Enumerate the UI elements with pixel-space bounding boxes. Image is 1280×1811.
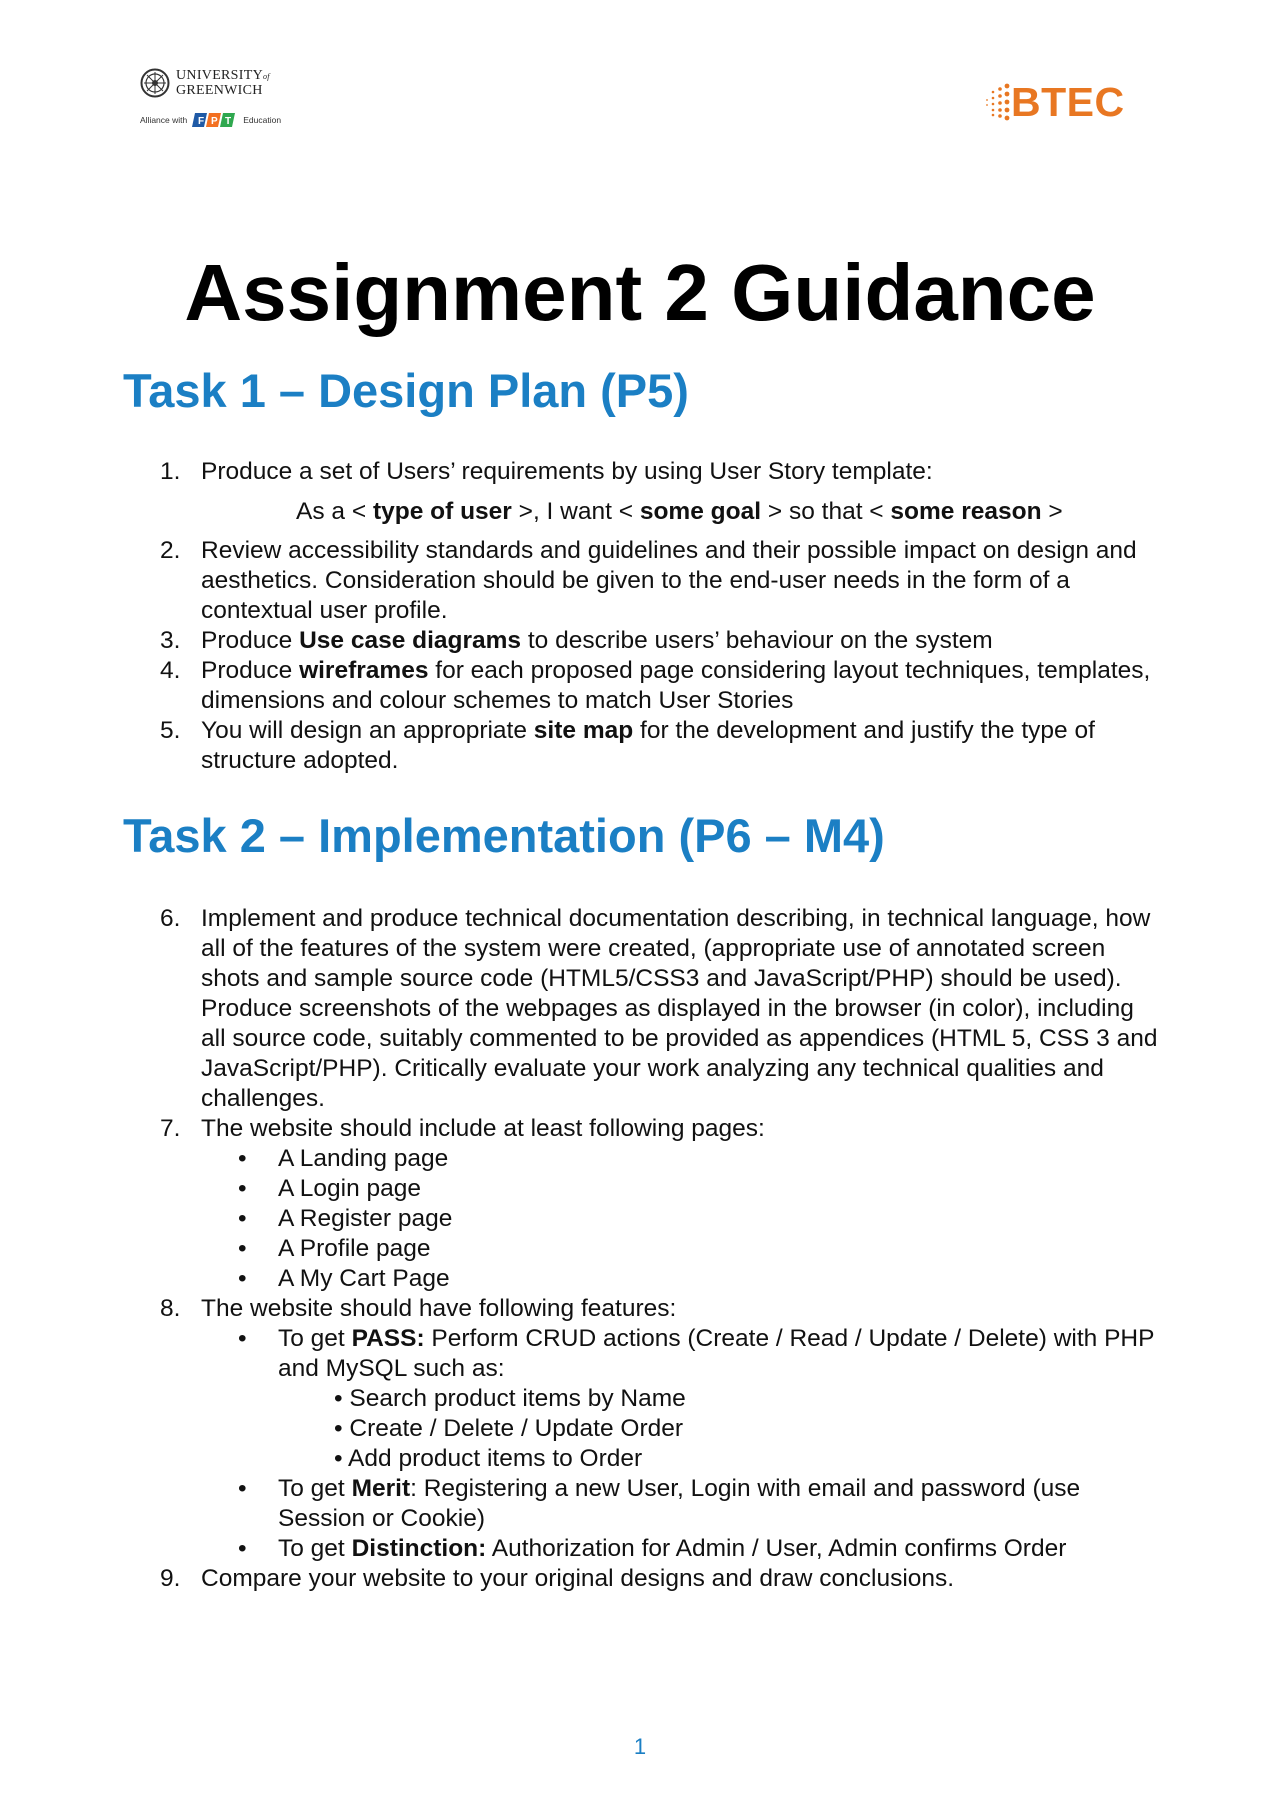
bullet-icon: • <box>238 1205 247 1232</box>
btec-logo <box>985 80 1125 124</box>
story-text: >, I want < <box>511 498 640 525</box>
alliance-with-text: Alliance with <box>140 115 188 125</box>
grade-label: PASS: <box>351 1325 425 1352</box>
feature-bullet-pass <box>0 1324 1158 1384</box>
bullet-icon: • <box>238 1235 247 1262</box>
item-text: for the development and justify the type of structure adopted. <box>201 717 1095 774</box>
list-item <box>0 626 1161 656</box>
story-text: > so that < <box>761 498 891 525</box>
task1-list <box>0 457 1280 776</box>
svg-text:P: P <box>211 116 218 127</box>
item-number: 8. <box>160 1295 181 1322</box>
item-text: for each proposed page considering layout techniques, templates, dimensions and colour schemes to match User Stories <box>201 657 1151 714</box>
story-bold: some goal <box>639 498 762 525</box>
university-of-word: of <box>263 71 270 81</box>
bullet-text: To get <box>278 1475 352 1502</box>
item-text: The website should have following features: <box>201 1295 677 1322</box>
feature-bullet-merit <box>0 1474 1158 1534</box>
user-story-template <box>0 497 1280 527</box>
bullet-text: A Register page <box>278 1205 453 1232</box>
item-number: 6. <box>160 905 181 932</box>
item-bold: site map <box>533 717 634 744</box>
svg-text:T: T <box>225 116 232 127</box>
task2-list <box>0 904 1280 1594</box>
bullet-icon: • <box>238 1475 247 1502</box>
btec-logo-text: BTEC <box>1011 79 1125 125</box>
item-number: 2. <box>160 537 181 564</box>
item-number: 5. <box>160 717 181 744</box>
sub-item-text: Add product items to Order <box>348 1445 643 1472</box>
bullet-text: A My Cart Page <box>278 1265 450 1292</box>
page-bullet <box>0 1144 1158 1174</box>
item-text: The website should include at least following pages: <box>201 1115 765 1142</box>
bullet-icon: • <box>334 1445 343 1472</box>
university-word: UNIVERSITY <box>176 67 263 83</box>
story-bold: type of user <box>372 498 512 525</box>
item-text: Review accessibility standards and guidelines and their possible impact on design and aesthetics. Consideration should be given to the end-user needs in the form of a contextual user profile. <box>201 537 1137 624</box>
item-text: Compare your website to your original designs and draw conclusions. <box>201 1565 955 1592</box>
greenwich-crest-icon <box>140 68 170 98</box>
page-bullet <box>0 1174 1158 1204</box>
list-item <box>0 457 1161 487</box>
item-number: 9. <box>160 1565 181 1592</box>
sub-item-text: Create / Delete / Update Order <box>349 1415 684 1442</box>
page-bullet <box>0 1204 1158 1234</box>
grade-label: Distinction: <box>351 1535 487 1562</box>
story-text: > <box>1041 498 1063 525</box>
bullet-text: : Registering a new User, Login with email and password (use Session or Cookie) <box>278 1475 1081 1532</box>
bullet-text: Perform CRUD actions (Create / Read / Update / Delete) with PHP and MySQL such as: <box>278 1325 1155 1382</box>
bullet-icon: • <box>334 1415 343 1442</box>
sub-item <box>0 1414 1280 1444</box>
page-number: 1 <box>633 1734 647 1759</box>
item-bold: wireframes <box>299 657 429 684</box>
item-number: 7. <box>160 1115 181 1142</box>
list-item <box>0 1114 1161 1144</box>
svg-text:F: F <box>198 116 205 127</box>
sub-item <box>0 1444 1280 1474</box>
list-item <box>0 656 1161 716</box>
task2-heading: Task 2 – Implementation (P6 – M4) <box>123 809 885 862</box>
education-text: Education <box>243 115 282 125</box>
list-item <box>0 716 1161 776</box>
bullet-text: A Landing page <box>278 1145 449 1172</box>
list-item <box>0 1294 1161 1324</box>
item-number: 4. <box>160 657 181 684</box>
bullet-icon: • <box>238 1145 247 1172</box>
page-title: Assignment 2 Guidance <box>184 248 1096 337</box>
bullet-text: A Profile page <box>278 1235 431 1262</box>
item-bold: Use case diagrams <box>299 627 522 654</box>
item-text: Produce <box>201 657 300 684</box>
bullet-text: Authorization for Admin / User, Admin confirms Order <box>486 1535 1067 1562</box>
bullet-text: To get <box>278 1325 352 1352</box>
feature-bullet-distinction <box>0 1534 1158 1564</box>
bullet-icon: • <box>238 1175 247 1202</box>
item-text: Produce <box>201 627 300 654</box>
item-text: to describe users’ behaviour on the system <box>521 627 993 654</box>
story-text: As a < <box>296 498 373 525</box>
bullet-text: A Login page <box>278 1175 422 1202</box>
bullet-icon: • <box>238 1325 247 1352</box>
item-text: Produce a set of Users’ requirements by using User Story template: <box>201 458 933 485</box>
task1-heading: Task 1 – Design Plan (P5) <box>123 364 689 417</box>
bullet-icon: • <box>334 1385 343 1412</box>
item-number: 1. <box>160 458 181 485</box>
btec-dots-icon <box>985 82 1011 122</box>
fpt-logo-icon <box>192 112 238 128</box>
page-bullet <box>0 1264 1158 1294</box>
item-text: You will design an appropriate <box>201 717 534 744</box>
list-item <box>0 1564 1161 1594</box>
story-bold: some reason <box>890 498 1042 525</box>
university-greenwich-logo <box>140 68 281 128</box>
sub-item-text: Search product items by Name <box>349 1385 686 1412</box>
item-number: 3. <box>160 627 181 654</box>
greenwich-word: GREENWICH <box>176 82 263 98</box>
sub-item <box>0 1384 1280 1414</box>
item-text: Implement and produce technical documentation describing, in technical language, how all of the features of the system were created, (appropriate use of annotated screen shots and sample source code (HTML5/CSS3 and JavaScript/PHP) should be used). Produce screenshots of the webpages as displayed in the browser (in color), including all source code, suitably commented to be provided as appendices (HTML 5, CSS 3 and JavaScript/PHP). Critically evaluate your work analyzing any technical qualities and challenges. <box>201 905 1158 1112</box>
grade-label: Merit <box>351 1475 411 1502</box>
list-item <box>0 536 1161 626</box>
bullet-icon: • <box>238 1535 247 1562</box>
page-bullet <box>0 1234 1158 1264</box>
list-item <box>0 904 1161 1114</box>
bullet-icon: • <box>238 1265 247 1292</box>
bullet-text: To get <box>278 1535 352 1562</box>
